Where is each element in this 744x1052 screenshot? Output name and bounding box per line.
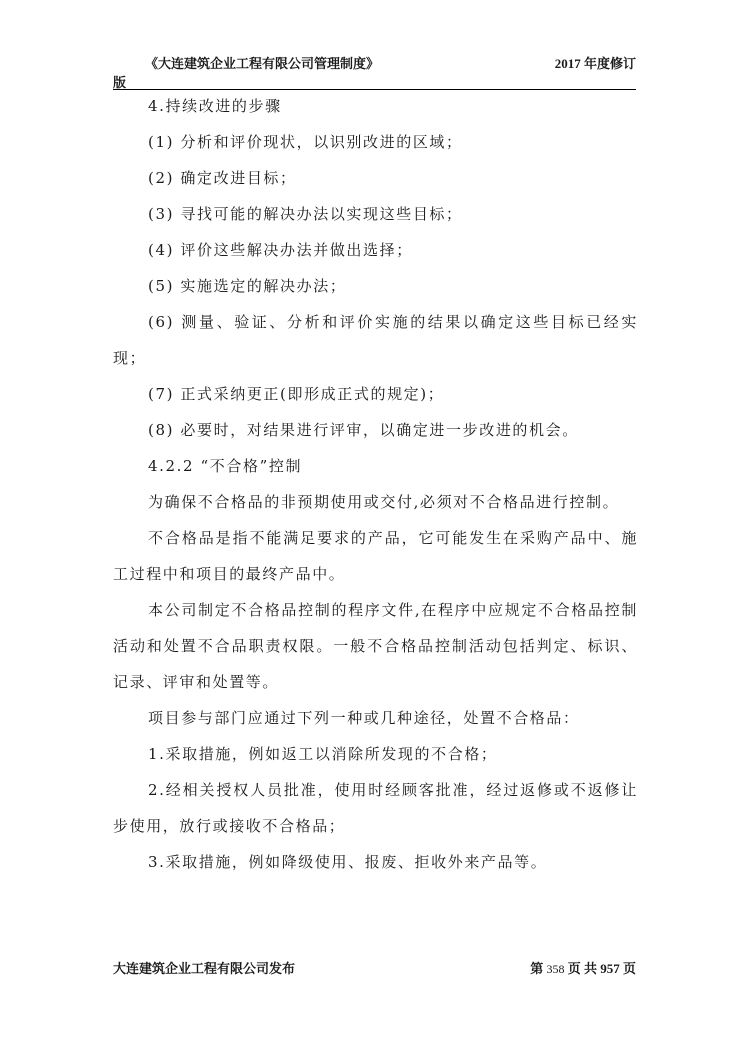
- header-version-wrap: 版: [113, 75, 127, 90]
- paragraph: (7) 正式采纳更正(即形成正式的规定)；: [148, 385, 445, 403]
- paragraph: (4) 评价这些解决办法并做出选择；: [148, 241, 413, 259]
- paragraph: (5) 实施选定的解决办法；: [148, 277, 347, 295]
- page-number: [530, 958, 636, 977]
- paragraph: (2) 确定改进目标；: [148, 169, 297, 187]
- paragraph: 2.经相关授权人员批准，使用时经顾客批准，经过返修或不返修让步使用，放行或接收不合格品；: [113, 781, 638, 835]
- paragraph: (8) 必要时，对结果进行评审，以确定进一步改进的机会。: [148, 421, 579, 439]
- section-heading: 4.2.2 “不合格”控制: [148, 457, 303, 475]
- paragraph: 为确保不合格品的非预期使用或交付,必须对不合格品进行控制。: [148, 493, 620, 511]
- paragraph: (1) 分析和评价现状，以识别改进的区域；: [148, 133, 463, 151]
- header-version: 2017 年度修订: [554, 56, 636, 71]
- paragraph: 不合格品是指不能满足要求的产品，它可能发生在采购产品中、施工过程中和项目的最终产品中。: [113, 529, 638, 583]
- footer-publisher: 大连建筑企业工程有限公司发布: [113, 961, 296, 976]
- paragraph: 1.采取措施，例如返工以消除所发现的不合格；: [148, 745, 498, 763]
- page-prefix: 第: [530, 961, 544, 976]
- paragraph: 项目参与部门应通过下列一种或几种途径，处置不合格品：: [148, 709, 580, 727]
- page-current: 358: [546, 962, 565, 976]
- paragraph: 本公司制定不合格品控制的程序文件,在程序中应规定不合格品控制活动和处置不合品职责权限。一般不合格品控制活动包括判定、标识、记录、评审和处置等。: [113, 601, 638, 691]
- page-middle: 页 共: [567, 961, 597, 976]
- paragraph: (6) 测量、验证、分析和评价实施的结果以确定这些目标已经实现；: [113, 313, 638, 367]
- paragraph: (3) 寻找可能的解决办法以实现这些目标；: [148, 205, 463, 223]
- page-total: 957: [600, 961, 620, 976]
- document-body: [113, 88, 638, 880]
- page-footer: [113, 958, 636, 978]
- paragraph: 3.采取措施，例如降级使用、报废、拒收外来产品等。: [148, 853, 548, 871]
- header-title: 《大连建筑企业工程有限公司管理制度》: [145, 56, 380, 71]
- page-suffix: 页: [622, 961, 636, 976]
- page-header: [113, 52, 636, 92]
- paragraph: 4.持续改进的步骤: [148, 97, 282, 115]
